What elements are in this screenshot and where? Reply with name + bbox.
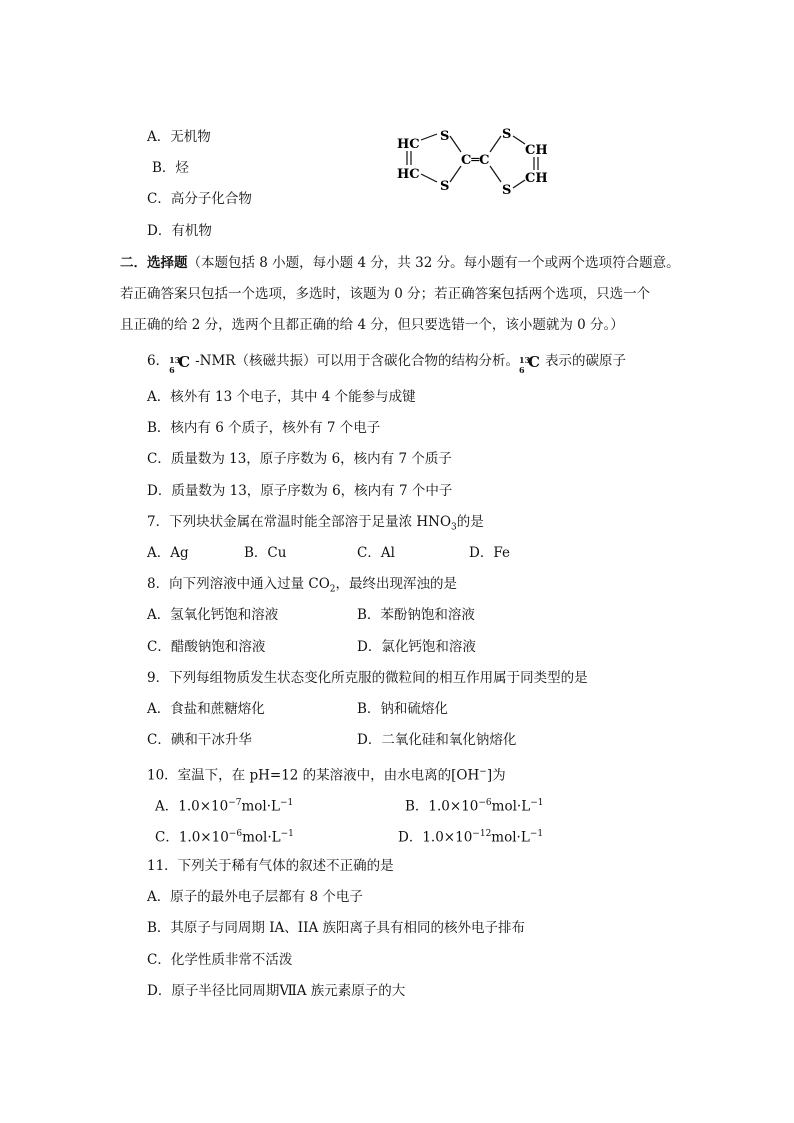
q10-a-unit: mol·L bbox=[241, 798, 281, 815]
iso-z-2: 6 bbox=[518, 365, 525, 375]
q6-text2: 表示的碳原子 bbox=[544, 353, 626, 369]
structure-s-bottom-right: S bbox=[502, 183, 512, 198]
structure-hc-top: HC bbox=[397, 137, 420, 152]
q8-option-a: A．氢氧化钙饱和溶液 bbox=[147, 607, 279, 623]
structure-ch-bottom: CH bbox=[525, 171, 548, 186]
q11-option-a: A．原子的最外电子层都有 8 个电子 bbox=[147, 889, 363, 905]
iso-mass: 13 bbox=[169, 355, 181, 365]
q5-option-b: B．烃 bbox=[152, 160, 189, 176]
q10-c-pre: C．1.0×10 bbox=[155, 829, 229, 846]
q10-option-a bbox=[155, 793, 293, 817]
carbon-13-isotope bbox=[169, 351, 195, 375]
q7-text: 7．下列块状金属在常温时能全部溶于足量浓 HNO bbox=[147, 514, 452, 530]
q5-option-d: D．有机物 bbox=[147, 223, 212, 239]
section2-line3: 且正确的给 2 分，选两个且都正确的给 4 分，但只要选错一个，该小题就为 0 分。） bbox=[120, 317, 624, 333]
q7-stem bbox=[147, 512, 484, 538]
q8-option-c: C．醋酸钠饱和溶液 bbox=[147, 639, 266, 655]
q10-a-uexp: −1 bbox=[280, 798, 294, 808]
q10-text: 10．室温下，在 pH=12 的某溶液中，由水电离的[OH bbox=[147, 767, 480, 784]
q8-text: 8．向下列溶液中通入过量 CO bbox=[147, 576, 330, 592]
section2-line1 bbox=[120, 253, 680, 273]
q10-tail: ]为 bbox=[486, 767, 506, 784]
carbon-13-isotope-2 bbox=[518, 351, 545, 375]
q11-option-d: D．原子半径比同周期ⅦA 族元素原子的大 bbox=[147, 983, 406, 999]
structure-hc-bottom: HC bbox=[397, 167, 420, 182]
q8-tail: ，最终出现浑浊的是 bbox=[335, 576, 458, 592]
q6-text1: -NMR（核磁共振）可以用于含碳化合物的结构分析。 bbox=[195, 353, 519, 369]
structure-s-bottom-left: S bbox=[440, 179, 450, 194]
structure-s-top-left: S bbox=[440, 129, 450, 144]
q10-b-exp: −6 bbox=[478, 798, 492, 808]
q6-option-c: C．质量数为 13，原子序数为 6，核内有 7 个质子 bbox=[147, 451, 452, 467]
structure-c-center: C═C bbox=[461, 153, 490, 168]
q7-sub: 3 bbox=[451, 522, 457, 533]
section2-title: 二．选择题 bbox=[120, 255, 188, 271]
q7-option-b: B．Cu bbox=[244, 545, 287, 561]
q10-option-c bbox=[155, 824, 294, 848]
q10-c-unit: mol·L bbox=[242, 829, 281, 846]
q6-option-a: A．核外有 13 个电子，其中 4 个能参与成键 bbox=[147, 389, 416, 405]
q7-option-c: C．Al bbox=[357, 545, 395, 561]
q6-option-d: D．质量数为 13，原子序数为 6，核内有 7 个中子 bbox=[147, 483, 453, 499]
q9-option-c: C．碘和干冰升华 bbox=[147, 732, 252, 748]
q10-option-d bbox=[398, 824, 543, 848]
q11-option-b: B．其原子与同周期 IA、IIA 族阳离子具有相同的核外电子排布 bbox=[147, 920, 525, 936]
q7-option-a: A．Ag bbox=[147, 545, 189, 561]
section2-intro-1: （本题包括 8 小题，每小题 4 分，共 32 分。每小题有一个或两个选项符合题意。 bbox=[187, 255, 680, 271]
q11-option-c: C．化学性质非常不活泼 bbox=[147, 952, 293, 968]
q9-stem: 9．下列每组物质发生状态变化所克服的微粒间的相互作用属于同类型的是 bbox=[147, 670, 588, 686]
q7-tail: 的是 bbox=[456, 514, 484, 530]
iso-element: C bbox=[178, 353, 191, 371]
q10-option-b bbox=[405, 793, 543, 817]
q10-b-pre: B．1.0×10 bbox=[405, 798, 479, 815]
q8-option-b: B．苯酚钠饱和溶液 bbox=[357, 607, 475, 623]
structure-ch-top: CH bbox=[525, 143, 548, 158]
q10-a-exp: −7 bbox=[228, 798, 242, 808]
q6-number: 6． bbox=[147, 353, 170, 369]
iso-z: 6 bbox=[169, 365, 175, 375]
q6-option-b: B．核内有 6 个质子，核外有 7 个电子 bbox=[147, 420, 381, 436]
molecule-structure-diagram bbox=[385, 118, 565, 208]
q8-sub: 2 bbox=[329, 584, 336, 595]
q6-stem bbox=[147, 351, 626, 375]
q5-option-c: C．高分子化合物 bbox=[147, 191, 252, 207]
q10-d-unit: mol·L bbox=[491, 829, 530, 846]
q9-option-b: B．钠和硫熔化 bbox=[357, 701, 448, 717]
q8-option-d: D．氯化钙饱和溶液 bbox=[357, 639, 476, 655]
q10-d-pre: D．1.0×10 bbox=[398, 829, 473, 846]
q10-d-uexp: −1 bbox=[529, 829, 544, 839]
section2-line2: 若正确答案只包括一个选项，多选时，该题为 0 分；若正确答案包括两个选项，只选一个 bbox=[120, 286, 651, 302]
q10-d-exp: −12 bbox=[472, 829, 492, 839]
iso-element-2: C bbox=[527, 353, 540, 371]
q10-a-pre: A．1.0×10 bbox=[155, 798, 229, 815]
q10-b-unit: mol·L bbox=[491, 798, 531, 815]
q10-sup: − bbox=[479, 767, 487, 777]
q10-c-uexp: −1 bbox=[280, 829, 294, 839]
iso-mass-2: 13 bbox=[518, 355, 531, 365]
q7-option-d: D．Fe bbox=[469, 545, 510, 561]
q8-stem bbox=[147, 574, 457, 600]
q10-c-exp: −6 bbox=[228, 829, 243, 839]
structure-s-top-right: S bbox=[502, 127, 512, 142]
q11-stem: 11．下列关于稀有气体的叙述不正确的是 bbox=[147, 858, 394, 874]
q9-option-a: A．食盐和蔗糖熔化 bbox=[147, 701, 265, 717]
q9-option-d: D．二氧化硅和氧化钠熔化 bbox=[357, 732, 517, 748]
q10-b-uexp: −1 bbox=[530, 798, 544, 808]
q10-stem bbox=[147, 762, 506, 786]
q5-option-a: A．无机物 bbox=[147, 129, 211, 145]
